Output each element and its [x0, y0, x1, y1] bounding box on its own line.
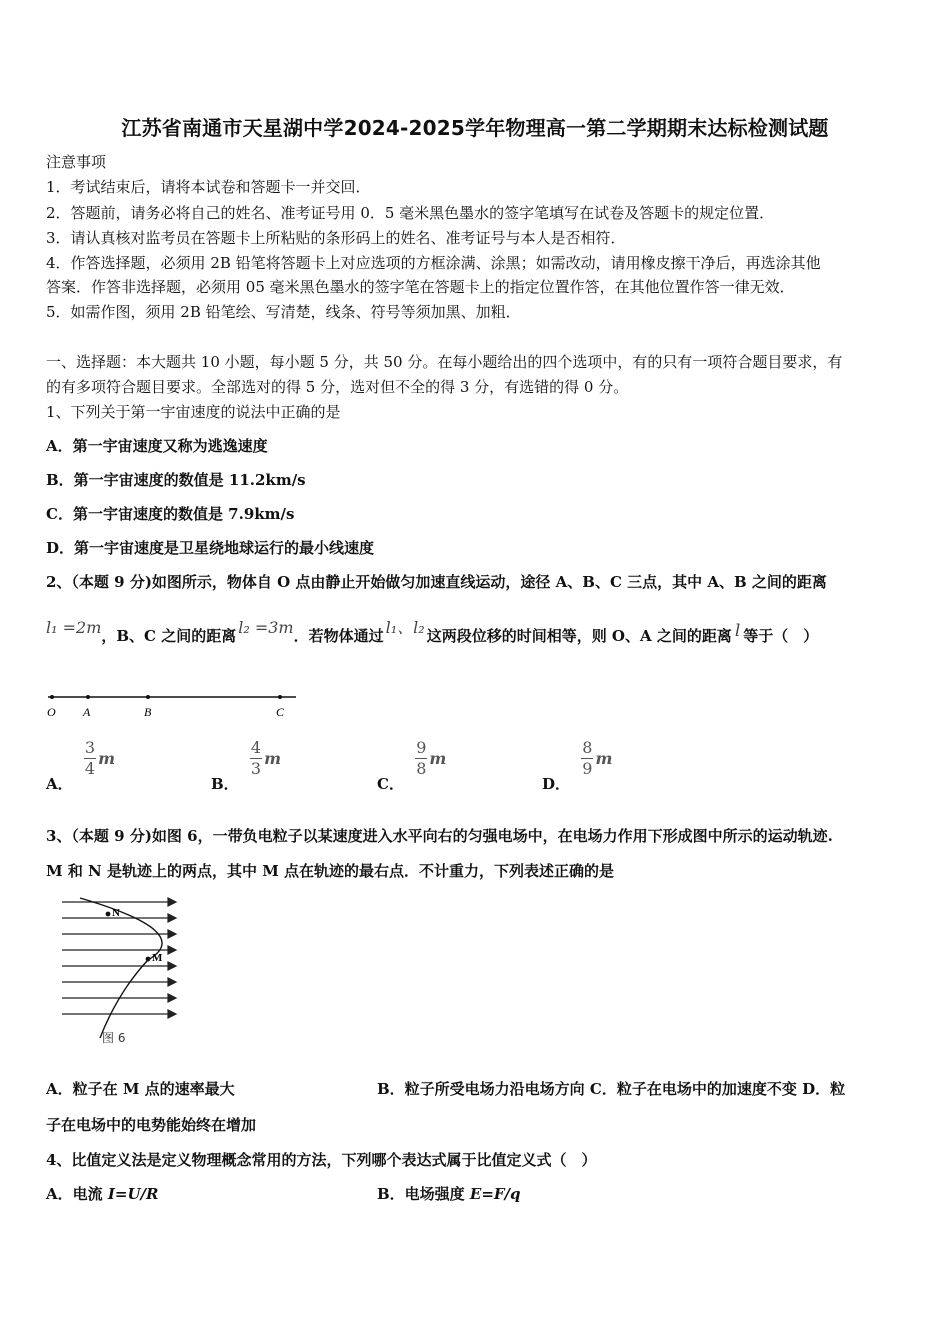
arrow-icon — [168, 898, 176, 906]
arrow-icon — [168, 930, 176, 938]
point-a — [86, 695, 90, 699]
point-m — [146, 957, 151, 962]
q1-option-a: A．第一宇宙速度又称为逃逸速度 — [46, 437, 268, 455]
formula: I=U/R — [107, 1185, 159, 1203]
formula-l1: l₁ =2m — [46, 618, 102, 637]
figure-caption: 图 6 — [102, 1031, 126, 1045]
formula-l2: l₂ =3m — [238, 618, 294, 637]
numerator: 3 — [84, 738, 96, 757]
page-title: 江苏省南通市天星湖中学2024-2025学年物理高一第二学期期末达标检测试题 — [121, 116, 829, 140]
numerator: 9 — [416, 738, 427, 757]
label-c: C — [276, 705, 285, 719]
option-label: C． — [377, 774, 404, 793]
q2-option-a — [46, 738, 115, 793]
arrow-icon — [168, 1010, 176, 1018]
denominator: 8 — [416, 759, 427, 778]
option-label: D． — [542, 774, 571, 793]
motion-line-diagram — [40, 688, 310, 724]
notice-heading: 注意事项 — [46, 153, 107, 171]
unit: m — [264, 748, 282, 768]
electric-field-figure — [56, 892, 186, 1052]
label-a: A — [83, 705, 91, 719]
fraction — [84, 738, 96, 779]
option-label: B． — [211, 774, 239, 793]
q1-option-b: B．第一宇宙速度的数值是 11.2km/s — [46, 471, 306, 489]
formula-l1-l2: l₁、l₂ — [385, 618, 425, 637]
arrow-icon — [168, 946, 176, 954]
q4-option-a — [46, 1184, 159, 1204]
notice-item: 3．请认真核对监考员在答题卡上所粘贴的条形码上的姓名、准考证号与本人是否相符． — [46, 229, 626, 247]
notice-item: 答案．作答非选择题，必须用 05 毫米黑色墨水的签字笔在答题卡上的指定位置作答，在其他位置作答一律无效． — [46, 278, 795, 296]
section-instructions: 的有多项符合题目要求。全部选对的得 5 分，选对但不全的得 3 分，有选错的得 0 分。 — [46, 378, 629, 396]
q3-option-bcd: B．粒子所受电场力沿电场方向 C．粒子在电场中的加速度不变 D．粒 — [377, 1080, 846, 1098]
denominator: 4 — [84, 759, 96, 778]
option-label: A． — [46, 774, 73, 793]
q1-option-d: D．第一宇宙速度是卫星绕地球运行的最小线速度 — [46, 539, 375, 557]
point-b — [146, 695, 150, 699]
option-label: A．电流 — [46, 1185, 108, 1203]
point-n — [106, 912, 111, 917]
notice-item: 4．作答选择题，必须用 2B 铅笔将答题卡上对应选项的方框涂满、涂黑；如需改动，请用橡皮擦干净后，再选涂其他 — [46, 254, 821, 272]
notice-item: 1．考试结束后，请将本试卷和答题卡一并交回． — [46, 178, 371, 196]
denominator: 9 — [582, 759, 593, 778]
q2-text: ，B、C 之间的距离 — [101, 627, 237, 645]
formula: E=F/q — [469, 1185, 521, 1203]
q3-option-d-continued: 子在电场中的电势能始终在增加 — [46, 1116, 257, 1134]
q2-option-c — [377, 738, 447, 793]
fraction — [581, 738, 593, 779]
point-o — [50, 695, 54, 699]
q2-text: 等于（ ） — [743, 627, 819, 645]
unit: m — [98, 748, 115, 768]
option-label: B．电场强度 — [377, 1185, 470, 1203]
numerator: 4 — [250, 738, 262, 757]
question-2-stem-line2 — [46, 618, 819, 646]
q2-text: 这两段位移的时间相等，则 O、A 之间的距离 — [426, 627, 732, 645]
formula-l: l — [734, 621, 741, 641]
label-b: B — [144, 705, 152, 719]
label-o: O — [47, 705, 56, 719]
section-instructions: 一、选择题：本大题共 10 小题，每小题 5 分，共 50 分。在每小题给出的四个选项中，有的只有一项符合题目要求，有 — [46, 353, 843, 371]
q2-option-d — [542, 738, 613, 793]
fraction — [415, 738, 427, 779]
unit: m — [429, 748, 447, 768]
arrow-icon — [168, 978, 176, 986]
question-2-stem: 2、（本题 9 分)如图所示，物体自 O 点由静止开始做匀加速直线运动，途径 A、B、C 三点，其中 A、B 之间的距离 — [46, 573, 827, 591]
question-3-stem: 3、（本题 9 分)如图 6，一带负电粒子以某速度进入水平向右的匀强电场中，在电场力作用下形成图中所示的运动轨迹. — [46, 827, 833, 845]
q2-text: ．若物体通过 — [293, 627, 384, 645]
fraction — [250, 738, 262, 779]
denominator: 3 — [250, 759, 262, 778]
arrow-icon — [168, 914, 176, 922]
label-n: N — [112, 907, 120, 919]
question-4-stem: 4、比值定义法是定义物理概念常用的方法，下列哪个表达式属于比值定义式（ ） — [46, 1151, 597, 1169]
q4-option-b — [377, 1184, 521, 1204]
arrow-icon — [168, 962, 176, 970]
question-3-stem-line2: M 和 N 是轨迹上的两点，其中 M 点在轨迹的最右点．不计重力，下列表述正确的是 — [46, 862, 615, 880]
notice-item: 2．答题前，请务必将自己的姓名、准考证号用 0．5 毫米黑色墨水的签字笔填写在试卷及答题卡的规定位置． — [46, 204, 775, 222]
q2-option-b — [211, 738, 282, 793]
notice-item: 5．如需作图，须用 2B 铅笔绘、写清楚，线条、符号等须加黑、加粗． — [46, 303, 521, 321]
q3-option-a: A．粒子在 M 点的速率最大 — [46, 1080, 235, 1098]
arrow-icon — [168, 994, 176, 1002]
q1-option-c: C．第一宇宙速度的数值是 7.9km/s — [46, 505, 295, 523]
unit: m — [595, 748, 613, 768]
numerator: 8 — [582, 738, 593, 757]
point-c — [278, 695, 282, 699]
trajectory-curve — [80, 898, 162, 1038]
label-m: M — [152, 952, 163, 964]
question-1-stem: 1、下列关于第一宇宙速度的说法中正确的是 — [46, 403, 341, 421]
